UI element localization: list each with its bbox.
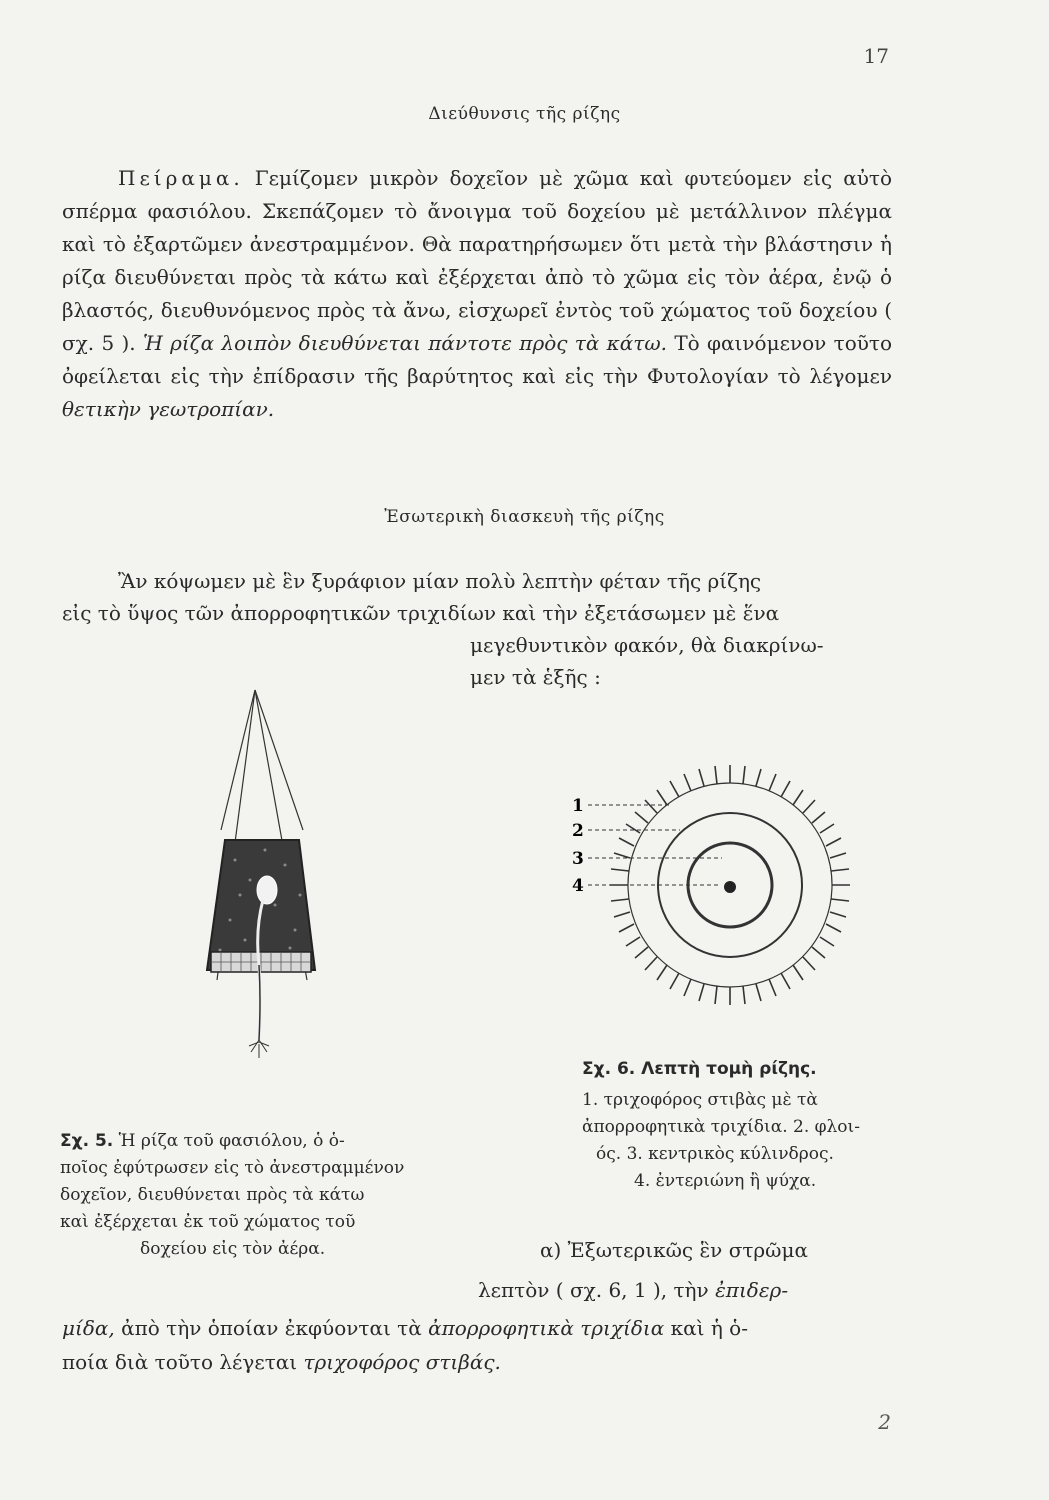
fig6-caption-line-1: 1. τριχοφόρος στιβὰς μὲ τὰ bbox=[582, 1090, 818, 1110]
fig6-label-3: 3 bbox=[572, 849, 584, 869]
para3-line-2a: λεπτὸν ( σχ. 6, 1 ), τὴν bbox=[478, 1278, 716, 1302]
figure-5-caption bbox=[60, 1128, 450, 1263]
fig5-caption-line-5: δοχείου εἰς τὸν ἀέρα. bbox=[140, 1239, 326, 1259]
figure-5-illustration bbox=[205, 690, 315, 1100]
fig6-caption-line-2: ἀπορροφητικὰ τριχίδια. 2. φλοι- bbox=[582, 1117, 860, 1137]
para3-line-3d: καὶ ἡ ὁ- bbox=[664, 1316, 748, 1340]
experiment-text: Γεμίζομεν μικρὸν δοχεῖον μὲ χῶμα καὶ φυτεύομεν εἰς αὐτὸ σπέρμα φασιόλου. Σκεπάζομεν τὸ ἄνοιγμα τοῦ δοχείου μὲ μετάλλινον πλέγμα καὶ τὸ ἐξαρτῶμεν ἀνεστραμμένον. Θὰ παρατηρήσωμεν ὅτι μετὰ τὴν βλάστησιν ἡ ρίζα διευθύνεται πρὸς τὰ κάτω καὶ ἐξέρχεται ἀπὸ τὸ χῶμα εἰς τὸν ἀέρα, ἐνῷ ὁ βλαστός, διευθυνόμενος πρὸς τὰ ἄνω, εἰσχωρεῖ ἐντὸς τοῦ χώματος τοῦ δοχείου ( σχ. 5 ). bbox=[62, 166, 892, 355]
fig6-label-1: 1 bbox=[572, 796, 584, 816]
figure-6-caption bbox=[582, 1055, 892, 1195]
geotropism-term: θετικὴν γεωτροπίαν. bbox=[62, 397, 275, 421]
para3-line-3 bbox=[62, 1316, 892, 1340]
absorbing-hairs-term: ἀπορροφητικὰ τριχίδια bbox=[428, 1316, 665, 1340]
section-heading-internal-structure: Ἐσωτερικὴ διασκευὴ τῆς ρίζης bbox=[384, 507, 665, 527]
epidermis-term: μίδα, bbox=[62, 1316, 115, 1340]
experiment-text-2: Τὸ φαινόμενον τοῦτο ὀφείλεται εἰς τὴν ἐπίδρασιν τῆς βαρύτητος καὶ εἰς τὴν Φυτολογίαν τὸ λέγομεν bbox=[62, 331, 893, 388]
fig6-caption-title: Σχ. 6. Λεπτὴ τομὴ ρίζης. bbox=[582, 1059, 817, 1079]
cross-section-line-4: μεν τὰ ἑξῆς : bbox=[470, 665, 601, 689]
cross-section-line-3: μεγεθυντικὸν φακόν, θὰ διακρίνω- bbox=[470, 633, 824, 657]
fig5-caption-line-3: δοχεῖον, διευθύνεται πρὸς τὰ κάτω bbox=[60, 1185, 365, 1205]
fig5-caption-line-2: ποῖος ἐφύτρωσεν εἰς τὸ ἀνεστραμμένον bbox=[60, 1158, 405, 1178]
paragraph-cross-section bbox=[62, 565, 892, 629]
paragraph-experiment bbox=[62, 162, 892, 426]
section-heading-root-direction: Διεύθυνσις τῆς ρίζης bbox=[428, 104, 621, 124]
para3-line-4a: ποία διὰ τοῦτο λέγεται bbox=[62, 1350, 304, 1374]
signature-number: 2 bbox=[878, 1410, 891, 1434]
fig5-caption-line-4: καὶ ἐξέρχεται ἐκ τοῦ χώματος τοῦ bbox=[60, 1212, 356, 1232]
fig6-label-2: 2 bbox=[572, 821, 584, 841]
fig6-caption-line-3: ός. 3. κεντρικὸς κύλινδρος. bbox=[596, 1144, 834, 1164]
para3-line-2 bbox=[478, 1278, 788, 1302]
experiment-conclusion: Ἡ ρίζα λοιπὸν διευθύνεται πάντοτε πρὸς τὰ κάτω. bbox=[143, 331, 668, 355]
cross-section-line-2: εἰς τὸ ὕψος τῶν ἀπορροφητικῶν τριχιδίων καὶ τὴν ἐξετάσωμεν μὲ ἕνα bbox=[62, 601, 780, 625]
piliferous-layer-term: τριχοφόρος στιβάς. bbox=[303, 1350, 501, 1374]
cross-section-line-1: Ἂν κόψωμεν μὲ ἓν ξυράφιον μίαν πολὺ λεπτὴν φέταν τῆς ρίζης bbox=[118, 569, 762, 593]
fig6-label-4: 4 bbox=[572, 876, 584, 896]
para3-line-2b: ἐπιδερ- bbox=[715, 1278, 789, 1302]
para3-line-1: α) Ἐξωτερικῶς ἓν στρῶμα bbox=[540, 1238, 808, 1262]
page-number: 17 bbox=[863, 44, 889, 68]
fig5-caption-title: Σχ. 5. bbox=[60, 1131, 114, 1151]
fig5-caption-line-1: Ἡ ρίζα τοῦ φασιόλου, ὁ ὁ- bbox=[118, 1131, 345, 1151]
fig6-caption-line-4: 4. ἐντεριώνη ἢ ψύχα. bbox=[634, 1171, 817, 1191]
figure-6-illustration bbox=[570, 755, 900, 1065]
experiment-lead: Πείραμα. bbox=[118, 166, 244, 190]
para3-line-3b: ἀπὸ τὴν ὁποίαν ἐκφύονται τὰ bbox=[114, 1316, 429, 1340]
para3-line-4 bbox=[62, 1350, 501, 1374]
